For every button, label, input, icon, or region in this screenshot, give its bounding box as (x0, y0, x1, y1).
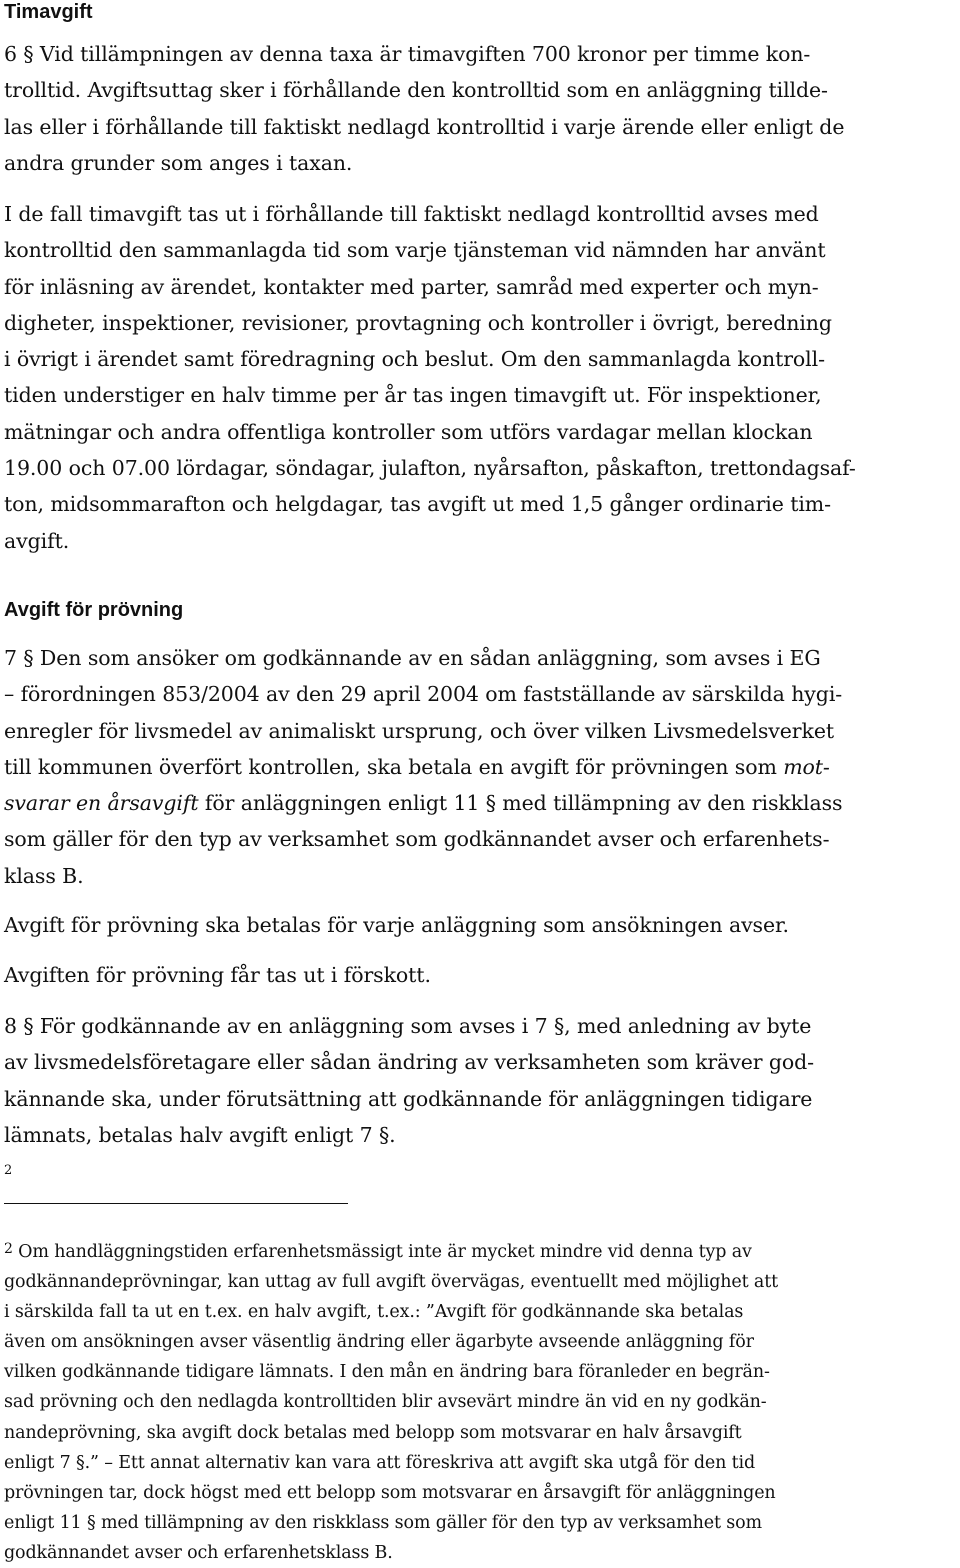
text-line: sad prövning och den nedlagda kontrolltiden blir avsevärt mindre än vid en ny godkän- (4, 1392, 767, 1413)
paragraph-section-6 (4, 36, 954, 181)
text-fragment: lämnats, betalas halv avgift enligt 7 §. (4, 1122, 396, 1147)
text-line: i övrigt i ärendet samt föredragning och beslut. Om den sammanlagda kontroll- (4, 347, 825, 372)
text-line: 7 § Den som ansöker om godkännande av en sådan anläggning, som avses i EG (4, 646, 821, 670)
text-line: kontrolltid den sammanlagda tid som varje tjänsteman vid nämnden har använt (4, 238, 826, 263)
text-line: Avgift för prövning ska betalas för varje anläggning som ansökningen avser. (4, 913, 789, 937)
text-line: digheter, inspektioner, revisioner, provtagning och kontroller i övrigt, beredning (4, 310, 832, 335)
paragraph-section-6-continued (4, 196, 954, 559)
text-line: avgift. (4, 528, 70, 553)
text-line: 8 § För godkännande av en anläggning som avses i 7 §, med anledning av byte (4, 1014, 812, 1038)
text-line: I de fall timavgift tas ut i förhållande till faktiskt nedlagd kontrolltid avses med (4, 202, 819, 226)
text-line: ton, midsommarafton och helgdagar, tas avgift ut med 1,5 gånger ordinarie tim- (4, 492, 831, 517)
italic-term: mot- (783, 754, 830, 779)
text-line: för inläsning av ärendet, kontakter med parter, samråd med experter och myn- (4, 274, 819, 299)
text-line (4, 1117, 954, 1190)
text-line: enligt 7 §.” – Ett annat alternativ kan vara att föreskriva att avgift ska utgå för den tid (4, 1452, 756, 1473)
text-line: kännande ska, under förutsättning att godkännande för anläggningen tidigare (4, 1086, 813, 1111)
text-line (4, 785, 954, 821)
paragraph-section-7 (4, 640, 954, 894)
footnote-reference: 2 (4, 1163, 13, 1179)
text-fragment: Om handläggningstiden erfarenhetsmässigt inte är mycket mindre vid denna typ av (12, 1242, 752, 1262)
text-line: enregler för livsmedel av animaliskt ursprung, och över vilken Livsmedelsverket (4, 718, 834, 743)
text-line: 19.00 och 07.00 lördagar, söndagar, julafton, nyårsafton, påskafton, trettondagsaf- (4, 456, 856, 481)
text-line: godkännandeprövningar, kan uttag av full avgift övervägas, eventuellt med möjlighet att (4, 1272, 778, 1293)
text-line (4, 749, 954, 785)
paragraph-section-7b (4, 907, 954, 943)
text-line: även om ansökningen avser väsentlig ändring eller ägarbyte avseende anläggning för (4, 1332, 754, 1353)
footnote (4, 1234, 954, 1568)
footnote-separator (4, 1203, 348, 1204)
text-line: las eller i förhållande till faktiskt nedlagd kontrolltid i varje ärende eller enligt de (4, 114, 845, 139)
text-line: – förordningen 853/2004 av den 29 april 2004 om fastställande av särskilda hygi- (4, 682, 843, 707)
text-line: i särskilda fall ta ut en t.ex. en halv avgift, t.ex.: ”Avgift för godkännande ska betalas (4, 1302, 744, 1323)
text-line: tiden understiger en halv timme per år tas ingen timavgift ut. För inspektioner, (4, 383, 822, 408)
text-fragment: till kommunen överfört kontrollen, ska betala en avgift för prövningen som (4, 754, 784, 779)
italic-term: svarar en årsavgift (4, 791, 199, 816)
text-line (4, 1234, 954, 1267)
text-line: av livsmedelsföretagare eller sådan ändring av verksamheten som kräver god- (4, 1050, 814, 1075)
text-line: 6 § Vid tillämpningen av denna taxa är timavgiften 700 kronor per timme kon- (4, 42, 811, 66)
text-line: som gäller för den typ av verksamhet som godkännandet avser och erfarenhets- (4, 827, 830, 852)
heading-timavgift: Timavgift (4, 1, 93, 23)
text-line: nandeprövning, ska avgift dock betalas med belopp som motsvarar en halv årsavgift (4, 1422, 742, 1443)
text-line: Avgiften för prövning får tas ut i förskott. (4, 963, 431, 987)
text-line: prövningen tar, dock högst med ett belopp som motsvarar en årsavgift för anläggningen (4, 1482, 776, 1503)
footnote-marker: 2 (4, 1241, 13, 1257)
text-line: andra grunder som anges i taxan. (4, 150, 353, 175)
text-line: godkännandet avser och erfarenhetsklass B. (4, 1542, 393, 1563)
text-fragment: för anläggningen enligt 11 § med tillämpning av den riskklass (198, 791, 843, 816)
text-line: klass B. (4, 863, 84, 888)
text-line: enligt 11 § med tillämpning av den riskklass som gäller för den typ av verksamhet som (4, 1512, 762, 1533)
text-line: vilken godkännande tidigare lämnats. I den mån en ändring bara föranleder en begrän- (4, 1362, 770, 1383)
heading-avgift-for-provning: Avgift för prövning (4, 599, 184, 621)
text-line: trolltid. Avgiftsuttag sker i förhållande den kontrolltid som en anläggning tillde- (4, 78, 828, 103)
paragraph-section-7c (4, 957, 954, 993)
paragraph-section-8 (4, 1008, 954, 1189)
text-line: mätningar och andra offentliga kontroller som utförs vardagar mellan klockan (4, 419, 813, 444)
